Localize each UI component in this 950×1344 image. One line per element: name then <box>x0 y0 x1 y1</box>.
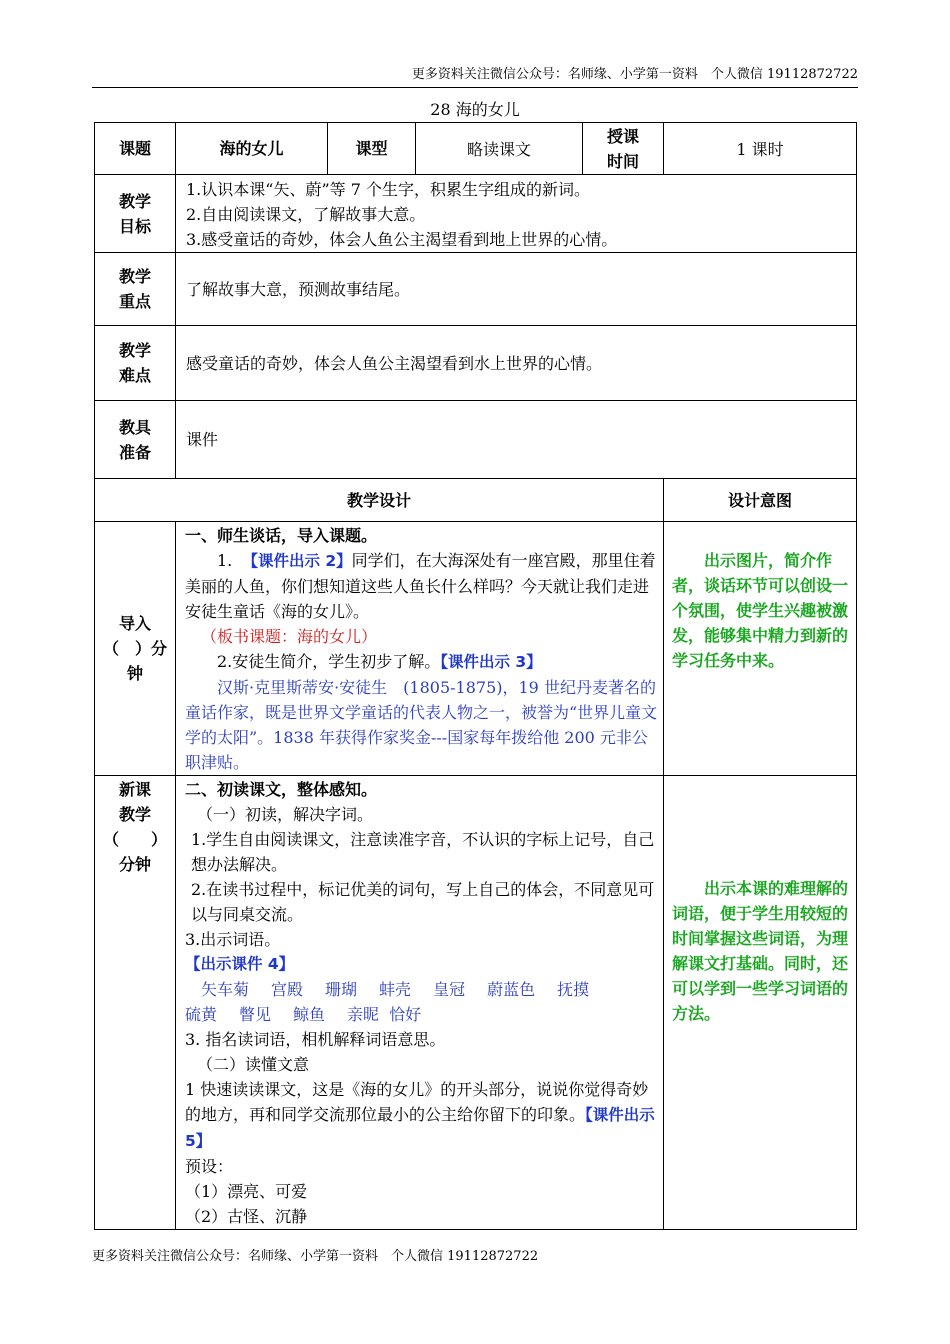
design-header-row <box>95 479 857 522</box>
goal-item: 2.自由阅读课文，了解故事大意。 <box>186 205 426 224</box>
intro-content <box>176 522 664 776</box>
tools-content: 课件 <box>176 401 857 479</box>
newlesson-row <box>95 776 857 1230</box>
intro-label-line-3: 钟 <box>126 664 143 683</box>
newlesson-intent <box>664 776 857 1230</box>
vocab-word: 珊瑚 <box>325 980 358 999</box>
goal-item: 3.感受童话的奇妙，体会人鱼公主渴望看到地上世界的心情。 <box>186 230 618 249</box>
vocab-word: 蔚蓝色 <box>487 980 536 999</box>
difficulty-label-line-2: 难点 <box>118 366 151 385</box>
vocab-word: 宫殿 <box>271 980 304 999</box>
intro-p2-text: 2.安徒生简介，学生初步了解。 <box>217 652 441 671</box>
intro-label-line-2: （ ）分 <box>102 639 167 658</box>
intro-paragraph-1 <box>185 548 659 624</box>
difficulty-label-line-1: 教学 <box>118 341 151 360</box>
goals-label <box>95 175 176 253</box>
focus-label <box>95 253 176 326</box>
newlesson-heading: 二、初读课文，整体感知。 <box>185 780 378 799</box>
design-header: 教学设计 <box>95 479 664 522</box>
intent-header: 设计意图 <box>664 479 857 522</box>
intro-label-line-1: 导入 <box>118 614 151 633</box>
intro-heading: 一、师生谈话，导入课题。 <box>185 526 378 545</box>
tools-label-line-1: 教具 <box>118 417 151 437</box>
goal-item: 1.认识本课“矢、蔚”等 7 个生字，积累生字组成的新词。 <box>186 180 590 199</box>
step-4: 3. 指名读词语，相机解释词语意思。 <box>185 1030 446 1049</box>
info-row <box>95 123 857 175</box>
type-value: 略读课文 <box>416 123 583 175</box>
focus-label-line-2: 重点 <box>118 292 151 311</box>
courseware-tag-3: 【课件出示 3】 <box>440 653 542 671</box>
tools-label-line-2: 准备 <box>118 442 151 462</box>
time-label-line-2: 时间 <box>607 151 640 171</box>
board-topic: （板书课题：海的女儿） <box>201 627 378 646</box>
time-label-line-1: 授课 <box>607 126 640 146</box>
intro-intent-text: 出示图片，简介作者，谈话环节可以创设一个氛围，使学生兴趣被激发，能够集中精力到新的学习任务中来。 <box>672 551 849 670</box>
vocabulary-line-2 <box>185 1002 659 1027</box>
vocab-word: 矢车菊 <box>201 980 250 999</box>
footer-note: 更多资料关注微信公众号：名师缘、小学第一资料 个人微信 19112872722 <box>92 1249 539 1264</box>
focus-content: 了解故事大意，预测故事结尾。 <box>176 253 857 326</box>
step-1: 1.学生自由阅读课文，注意读准字音，不认识的字标上记号，自己想办法解决。 <box>191 830 655 874</box>
difficulty-row <box>95 326 857 401</box>
topic-value: 海的女儿 <box>176 123 328 175</box>
intro-p1-text: 同学们，在大海深处有一座宫殿，那里住着美丽的人鱼，你们想知道这些人鱼长什么样吗？今天就让我们走进安徒生童话《海的女儿》。 <box>185 551 656 621</box>
difficulty-label <box>95 326 176 401</box>
courseware-tag-5: 【课件出示 5】 <box>185 1106 655 1150</box>
newlesson-content <box>176 776 664 1230</box>
vocab-word: 亲昵 <box>347 1005 380 1024</box>
step-2: 2.在读书过程中，标记优美的词句，写上自己的体会，不同意见可以与同桌交流。 <box>191 880 655 924</box>
courseware-tag-4: 【出示课件 4】 <box>185 955 295 973</box>
preset-label: 预设： <box>185 1157 234 1176</box>
goals-label-line-2: 目标 <box>118 216 151 236</box>
andersen-bio: 汉斯·克里斯蒂安·安徒生 (1805-1875)，19 世纪丹麦著名的童话作家，既是世界文学童话的代表人物之一，被誉为“世界儿童文学的太阳”。1838 年获得作家奖金---国家每年拨给他 200 元非公职津贴。 <box>185 678 658 772</box>
vocab-word: 瞥见 <box>239 1005 272 1024</box>
step-5 <box>185 1077 659 1154</box>
tools-label <box>95 401 176 479</box>
newlesson-label-line-1: 新课 <box>118 780 151 799</box>
newlesson-intent-text: 出示本课的难理解的词语，便于学生用较短的时间掌握这些词语，为理解课文打基础。同时，还可以学到一些学习词语的方法。 <box>672 879 849 1023</box>
type-label: 课型 <box>328 123 416 175</box>
preset-1: （1）漂亮、可爱 <box>185 1182 308 1201</box>
lesson-plan-table <box>94 122 857 1230</box>
topic-label: 课题 <box>95 123 176 175</box>
vocab-word: 蚌壳 <box>379 980 412 999</box>
subsection-2: （二）读懂文意 <box>197 1055 310 1074</box>
tools-row <box>95 401 857 479</box>
intro-intent <box>664 522 857 776</box>
vocab-word: 恰好 <box>389 1005 422 1024</box>
intro-row <box>95 522 857 776</box>
newlesson-label <box>95 776 176 1230</box>
intro-label <box>95 522 176 776</box>
intro-paragraph-2 <box>185 649 659 675</box>
newlesson-label-line-4: 分钟 <box>118 855 151 874</box>
courseware-tag-2: 【课件出示 2】 <box>242 552 352 570</box>
goals-content <box>176 175 857 253</box>
time-label <box>583 123 664 175</box>
header-rule <box>92 87 858 88</box>
preset-2: （2）古怪、沉静 <box>185 1207 308 1226</box>
vocabulary-line-1 <box>185 977 659 1002</box>
header-note: 更多资料关注微信公众号：名师缘、小学第一资料 个人微信 19112872722 <box>411 67 858 82</box>
intro-p1-number: 1. <box>217 551 233 570</box>
goals-row <box>95 175 857 253</box>
difficulty-content: 感受童话的奇妙，体会人鱼公主渴望看到水上世界的心情。 <box>176 326 857 401</box>
newlesson-label-line-2: 教学 <box>118 805 151 824</box>
goals-label-line-1: 教学 <box>118 191 151 211</box>
newlesson-label-line-3: （ ） <box>102 830 167 849</box>
focus-row <box>95 253 857 326</box>
step-5-text: 1 快速读读课文，这是《海的女儿》的开头部分，说说你觉得奇妙的地方，再和同学交流那位最小的公主给你留下的印象。 <box>185 1080 649 1124</box>
subsection-1: （一）初读，解决字词。 <box>197 805 374 824</box>
time-value: 1 课时 <box>664 123 857 175</box>
vocab-word: 皇冠 <box>433 980 466 999</box>
vocab-word: 鲸鱼 <box>293 1005 326 1024</box>
vocab-word: 硫黄 <box>185 1005 218 1024</box>
step-3: 3.出示词语。 <box>185 930 281 949</box>
vocab-word: 抚摸 <box>557 980 590 999</box>
doc-title: 28 海的女儿 <box>430 100 520 119</box>
focus-label-line-1: 教学 <box>118 267 151 286</box>
